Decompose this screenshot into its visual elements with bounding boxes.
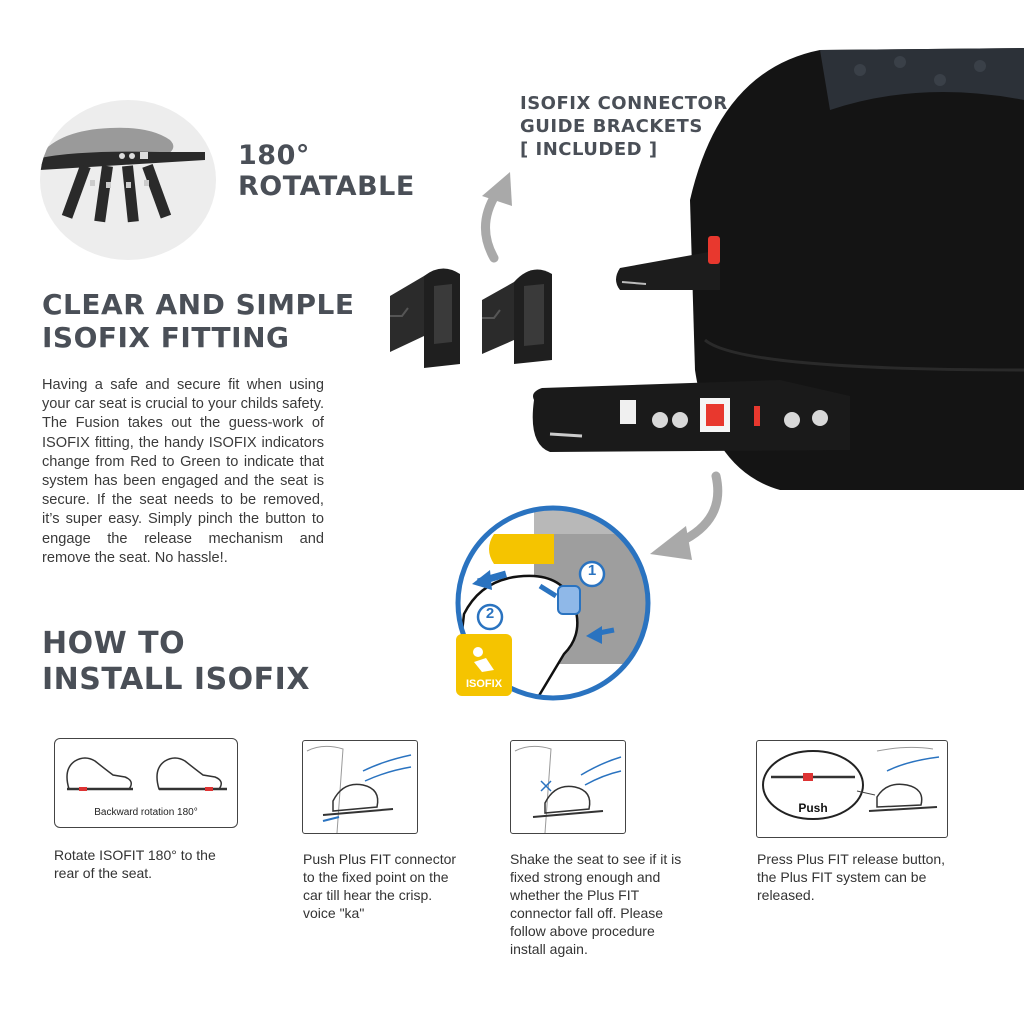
guide-title-line2: GUIDE BRACKETS — [520, 116, 703, 137]
install-step-4-image — [756, 740, 948, 838]
guide-title-line3: [ INCLUDED ] — [520, 139, 658, 160]
guide-title-line1: ISOFIX CONNECTOR — [520, 93, 728, 114]
install-title — [42, 626, 310, 698]
booster-seat-image — [520, 40, 1024, 510]
install-title-line1: HOW TO — [42, 626, 186, 661]
install-step-2-image — [302, 740, 418, 834]
install-step-4-text: Press Plus FIT release button, the Plus FIT system can be released. — [757, 851, 946, 903]
install-step-1-image — [54, 738, 238, 828]
rotatable-line1: 180° — [238, 140, 310, 171]
step-2-marker: 2 — [485, 605, 495, 622]
fitting-title-line2: ISOFIX FITTING — [42, 321, 290, 354]
step-1-caption: Backward rotation 180° — [94, 807, 198, 818]
isofix-badge: ISOFIX — [465, 678, 503, 690]
rotatable-line2: ROTATABLE — [238, 171, 415, 202]
install-step-1-text: Rotate ISOFIT 180° to the rear of the seat. — [54, 847, 216, 881]
install-step-3-text: Shake the seat to see if it is fixed strong enough and whether the Plus FIT connector fall off. Please follow above procedure install again. — [510, 851, 682, 957]
fitting-title-line1: CLEAR AND SIMPLE — [42, 288, 355, 321]
install-title-line2: INSTALL ISOFIX — [42, 662, 310, 697]
fitting-description: Having a safe and secure fit when using your car seat is crucial to your childs safety. The Fusion takes out the guess-work of ISOFIX fitting, the handy ISOFIX indicators change from Red to Green to indicate that system has been engaged and the seat is secure. If the seat needs to be removed, it’s super easy. Simply pinch the button to engage the release mechanism and remove the seat. No hassle!. — [42, 377, 324, 566]
install-step-2-text: Push Plus FIT connector to the fixed point on the car till hear the crisp. voice "ka" — [303, 851, 457, 921]
rotatable-title — [238, 140, 415, 202]
rotation-illustration — [40, 100, 216, 260]
step-4-push-label: Push — [798, 801, 828, 815]
step-1-marker: 1 — [587, 562, 597, 579]
curved-arrow-down-icon — [640, 470, 740, 570]
install-step-3-image — [510, 740, 626, 834]
fitting-title — [42, 288, 355, 354]
release-button-diagram — [454, 504, 652, 702]
